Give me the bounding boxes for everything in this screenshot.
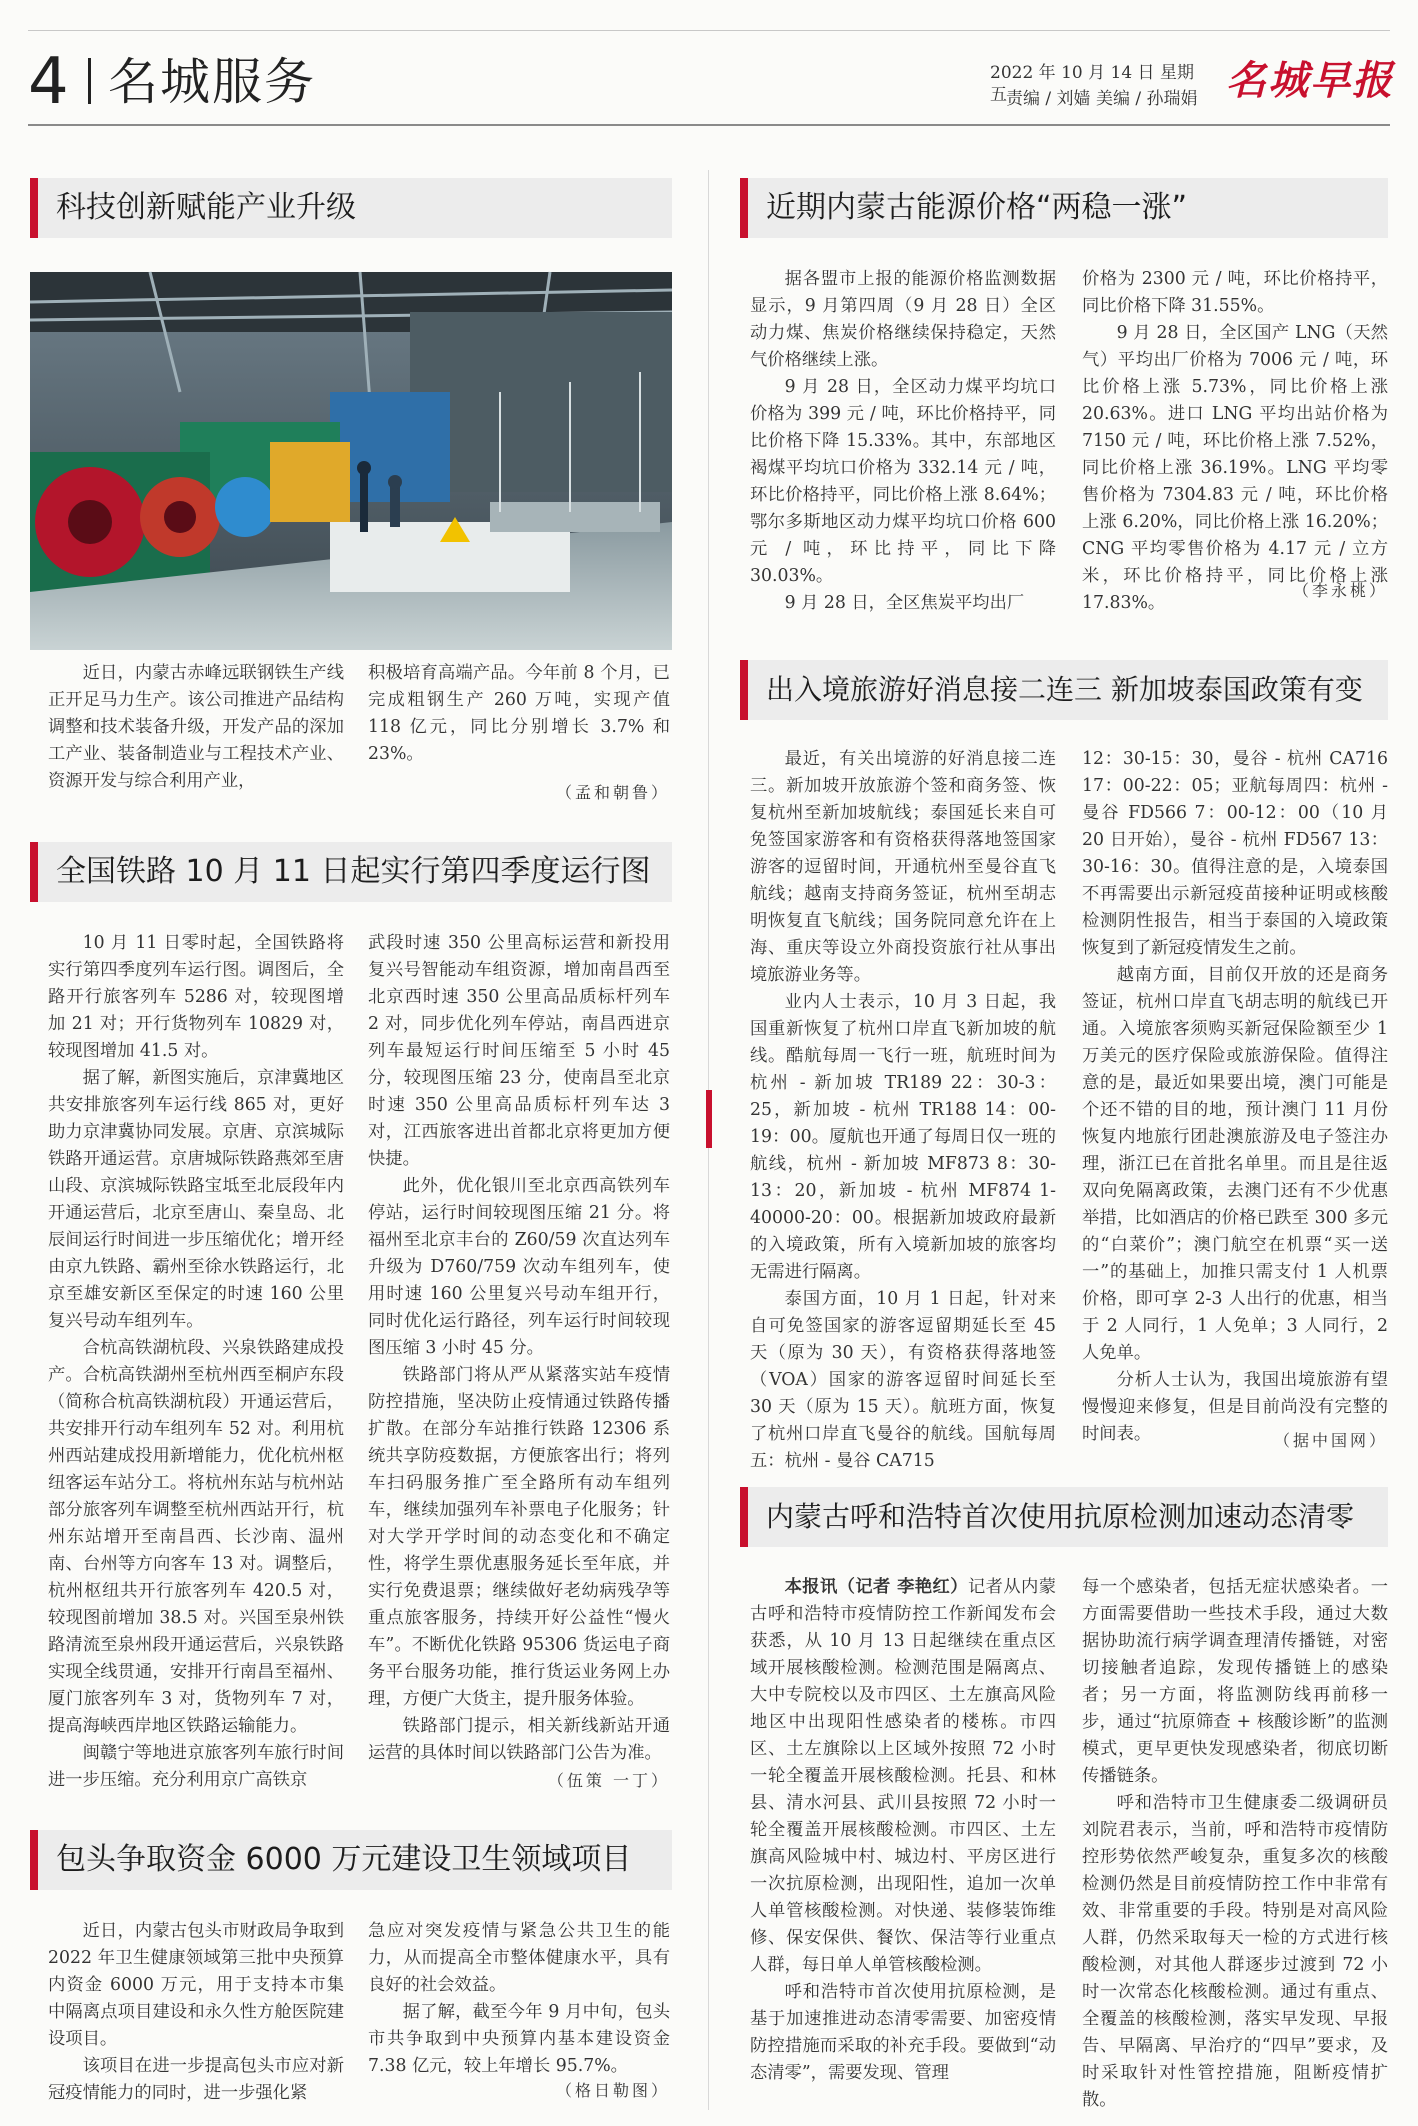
editor-credits: 责编 / 刘嫱 美编 / 孙瑞娟 (1006, 89, 1198, 109)
article-body-baotou-right: 急应对突发疫情与紧急公共卫生的能力，从而提高全市整体健康水平，具有良好的社会效益。 据了解，截至今年 9 月中旬，包头市共争取到中央预算内基本建设资金 7.38 亿元，较上年增长 95.7%。 (368, 1921, 670, 2076)
steel-mill-photo-icon (30, 272, 672, 650)
article-body-tech-left: 近日，内蒙古赤峰远联钢铁生产线正开足马力生产。该公司推进产品结构调整和技术装备升级，开发产品的深加工产业、装备制造业与工程技术产业、资源开发与综合利用产业， (48, 663, 344, 791)
article-body-hohhot-right: 每一个感染者，包括无症状感染者。一方面需要借助一些技术手段，通过大数据协助流行病学调查理清传播链，对密切接触者追踪，发现传播链上的感染者；另一方面，将监测防线再前移一步，通过“抗原筛查 + 核酸诊断”的监测模式，更早更快发现感染者，彻底切断传播链条。 呼和浩特市卫生健康委二级调研员刘院君表示，当前，呼和浩特市疫情防控形势依然严峻复杂，重复多次的核酸检测仍然是目前疫情防控工作中非常有效、非常重要的手段。特别是对高风险人群，仍然采取每天一检的方式进行核酸检测，对其他人群逐步过渡到 72 小时一次常态化核酸检测。通过有重点、全覆盖的核酸检测，落实早发现、早报告、早隔离、早治疗的“四早”要求，及时采取针对性管控措施，阻断疫情扩散。 (1082, 1577, 1388, 2110)
article-body-energy-right: 价格为 2300 元 / 吨，环比价格持平，同比价格下降 31.55%。 9 月 28 日，全区国产 LNG（天然气）平均出厂价格为 7006 元 / 吨，环比价格上涨 5.73%，同比价格上涨 20.63%。进口 LNG 平均出站价格为 7150 元 / 吨，环比价格上涨 7.52%，同比价格上涨 36.19%。LNG 平均零售价格为 7304.83 元 / 吨，环比价格上涨 6.20%，同比价格上涨 16.20%；CNG 平均零售价格为 4.17 元 / 立方米，环比价格持平，同比价格上涨 17.83%。 (1082, 269, 1388, 613)
article-body-baotou-left: 近日，内蒙古包头市财政局争取到 2022 年卫生健康领域第三批中央预算内资金 6000 万元，用于支持本市集中隔离点项目建设和永久性方舱医院建设项目。 该项目在进一步提高包头市应对新冠疫情能力的同时，进一步强化紧 (48, 1921, 344, 2103)
byline-railway: （伍策 一丁） (547, 1771, 670, 1790)
steel-mill-photo (30, 272, 672, 650)
header-rule (28, 124, 1390, 126)
article-body-travel-left: 最近，有关出境游的好消息接二连三。新加坡开放旅游个签和商务签、恢复杭州至新加坡航线；泰国延长来自可免签国家游客和有资格获得落地签国家游客的逗留时间，开通杭州至曼谷直飞航线；越南支持商务签证，杭州至胡志明恢复直飞航线；国务院同意允许在上海、重庆等设立外商投资旅行社从事出境旅游业务等。 业内人士表示，10 月 3 日起，我国重新恢复了杭州口岸直飞新加坡的航线。酷航每周一飞行一班，航班时间为杭州 - 新加坡 TR189 22：30-3：25，新加坡 - 杭州 TR188 14：00-19：00。厦航也开通了每周日仅一班的航线，杭州 - 新加坡 MF873 8：30-13：20，新加坡 - 杭州 MF874 1-40000-20：00。根据新加坡政府最新的入境政策，所有入境新加坡的旅客均无需进行隔离。 泰国方面，10 月 1 日起，针对来自可免签国家的游客逗留期延长至 45 天（原为 30 天），有资格获得落地签（VOA）国家的游客逗留时间延长至 30 天（原为 15 天）。航班方面，恢复了杭州口岸直飞曼谷的航线。国航每周五：杭州 - 曼谷 CA715 (750, 749, 1056, 1471)
article-title-baotou[interactable]: 包头争取资金 6000 万元建设卫生领域项目 (30, 1830, 672, 1890)
page-number: 4 (28, 45, 69, 119)
article-title-travel[interactable]: 出入境旅游好消息接二连三 新加坡泰国政策有变 (740, 660, 1388, 720)
byline-energy: （李永桃） (1292, 581, 1388, 600)
byline-baotou: （格日勒图） (555, 2081, 670, 2100)
article-title-energy[interactable]: 近期内蒙古能源价格“两稳一涨” (740, 178, 1388, 238)
article-title-railway[interactable]: 全国铁路 10 月 11 日起实行第四季度运行图 (30, 842, 672, 902)
page-number-divider (88, 58, 91, 104)
article-body-tech-right: 积极培育高端产品。今年前 8 个月，已完成粗钢生产 260 万吨，实现产值 118 亿元，同比分别增长 3.7% 和 23%。 (368, 663, 670, 764)
article-lead: 本报讯（记者 李艳红） (784, 1577, 968, 1597)
article-title-hohhot[interactable]: 内蒙古呼和浩特首次使用抗原检测加速动态清零 (740, 1487, 1388, 1547)
accent-marker (706, 1090, 712, 1148)
article-title-tech[interactable]: 科技创新赋能产业升级 (30, 178, 672, 238)
article-body-railway-left: 10 月 11 日零时起，全国铁路将实行第四季度列车运行图。调图后，全路开行旅客列车 5286 对，较现图增加 21 对；开行货物列车 10829 对，较现图增加 41.5 对。 据了解，新图实施后，京津冀地区共安排旅客列车运行线 865 对，更好助力京津冀协同发展。京唐、京滨城际铁路开通运营。京唐城际铁路燕郊至唐山段、京滨城际铁路宝坻至北辰段年内开通运营后，北京至唐山、秦皇岛、北辰间运行时间进一步压缩优化；增开经由京九铁路、霸州至徐水铁路运行，北京至雄安新区至保定的时速 160 公里复兴号动车组列车。 合杭高铁湖杭段、兴泉铁路建成投产。合杭高铁湖州至杭州西至桐庐东段（简称合杭高铁湖杭段）开通运营后，共安排开行动车组列车 52 对。利用杭州西站建成投用新增能力，优化杭州枢纽客运车站分工。将杭州东站与杭州站部分旅客列车调整至杭州西站开行，杭州东站增开至南昌西、长沙南、温州南、台州等方向客车 13 对。调整后，杭州枢纽共开行旅客列车 420.5 对，较现图前增加 38.5 对。兴国至泉州铁路清流至泉州段开通运营后，兴泉铁路实现全线贯通，安排开行南昌至福州、厦门旅客列车 3 对，货物列车 7 对，提高海峡西岸地区铁路运输能力。 闽赣宁等地进京旅客列车旅行时间进一步压缩。充分利用京广高铁京 (48, 933, 344, 1790)
article-body-railway-right: 武段时速 350 公里高标运营和新投用复兴号智能动车组资源，增加南昌西至北京西时速 350 公里高品质标杆列车 2 对，同步优化列车停站，南昌西进京列车最短运行时间压缩至 5 小时 45 分，较现图压缩 23 分，使南昌至北京时速 350 公里高品质标杆列车达 3 对，江西旅客进出首都北京将更加方便快捷。 此外，优化银川至北京西高铁列车停站，运行时间较现图压缩 21 分。将福州至北京丰台的 Z60/59 次直达列车升级为 D760/759 次动车组列车，使用时速 160 公里复兴号动车组开行，同时优化运行路径，列车运行时间较现图压缩 3 小时 45 分。 铁路部门将从严从紧落实站车疫情防控措施，坚决防止疫情通过铁路传播扩散。在部分车站推行铁路 12306 系统共享防疫数据，方便旅客出行；将列车扫码服务推广至全路所有动车组列车，继续加强列车补票电子化服务；针对大学开学时间的动态变化和不确定性，将学生票优惠服务延长至年底，并实行免费退票；继续做好老幼病残孕等重点旅客服务，持续开好公益性“慢火车”。不断优化铁路 95306 货运电子商务平台服务功能，推行货运业务网上办理，方便广大货主，提升服务体验。 铁路部门提示，相关新线新站开通运营的具体时间以铁路部门公告为准。 (368, 933, 670, 1763)
byline-tech: （孟和朝鲁） (555, 783, 670, 802)
top-rule (28, 30, 1390, 31)
byline-travel: （据中国网） (1273, 1431, 1388, 1450)
article-body-travel-right: 12：30-15：30，曼谷 - 杭州 CA716 17：00-22：05；亚航每周四：杭州 - 曼谷 FD566 7：00-12：00（10 月 20 日开始），曼谷 - 杭州 FD567 13：30-16：30。值得注意的是，入境泰国不再需要出示新冠疫苗接种证明或核酸检测阴性报告，相当于泰国的入境政策恢复到了新冠疫情发生之前。 越南方面，目前仅开放的还是商务签证，杭州口岸直飞胡志明的航线已开通。入境旅客须购买新冠保险额至少 1 万美元的医疗保险或旅游保险。值得注意的是，最近如果要出境，澳门可能是个还不错的目的地，预计澳门 11 月份恢复内地旅行团赴澳旅游及电子签注办理，浙江已在首批名单里。而且是往返双向免隔离政策，去澳门还有不少优惠举措，比如酒店的价格已跌至 300 多元的“白菜价”；澳门航空在机票“买一送一”的基础上，加推只需支付 1 人机票价格，即可享 2-3 人出行的优惠，相当于 2 人同行，1 人免单；3 人同行，2 人免单。 分析人士认为，我国出境旅游有望慢慢迎来修复，但是目前尚没有完整的时间表。 (1082, 749, 1388, 1444)
article-body-energy-left: 据各盟市上报的能源价格监测数据显示，9 月第四周（9 月 28 日）全区动力煤、焦炭价格继续保持稳定，天然气价格继续上涨。 9 月 28 日，全区动力煤平均坑口价格为 399 元 / 吨，环比价格持平，同比价格下降 15.33%。其中，东部地区褐煤平均坑口价格为 332.14 元 / 吨，环比价格持平，同比价格上涨 8.64%；鄂尔多斯地区动力煤平均坑口价格 600 元 / 吨，环比持平，同比下降 30.03%。 9 月 28 日，全区焦炭平均出厂 (750, 269, 1056, 613)
issue-date: 2022 年 10 月 14 日 星期五 (990, 63, 1194, 105)
article-body-hohhot-left: 本报讯（记者 李艳红）记者从内蒙古呼和浩特市疫情防控工作新闻发布会获悉，从 10 月 13 日起继续在重点区域开展核酸检测。检测范围是隔离点、大中专院校以及市四区、土左旗高风险地区中出现阳性感染者的楼栋。市四区、土左旗除以上区域外按照 72 小时一轮全覆盖开展核酸检测。托县、和林县、清水河县、武川县按照 72 小时一轮全覆盖开展核酸检测。市四区、土左旗高风险城中村、城边村、平房区进行一次抗原检测，出现阳性，追加一次单人单管核酸检测。对快递、装修装饰维修、保安保供、餐饮、保洁等行业重点人群，每日单人单管核酸检测。 呼和浩特市首次使用抗原检测，是基于加速推进动态清零需要、加密疫情防控措施而采取的补充手段。要做到“动态清零”，需要发现、管理 (750, 1577, 1056, 2083)
newspaper-logo: 名城早报 (1226, 57, 1394, 104)
section-title: 名城服务 (108, 53, 316, 111)
